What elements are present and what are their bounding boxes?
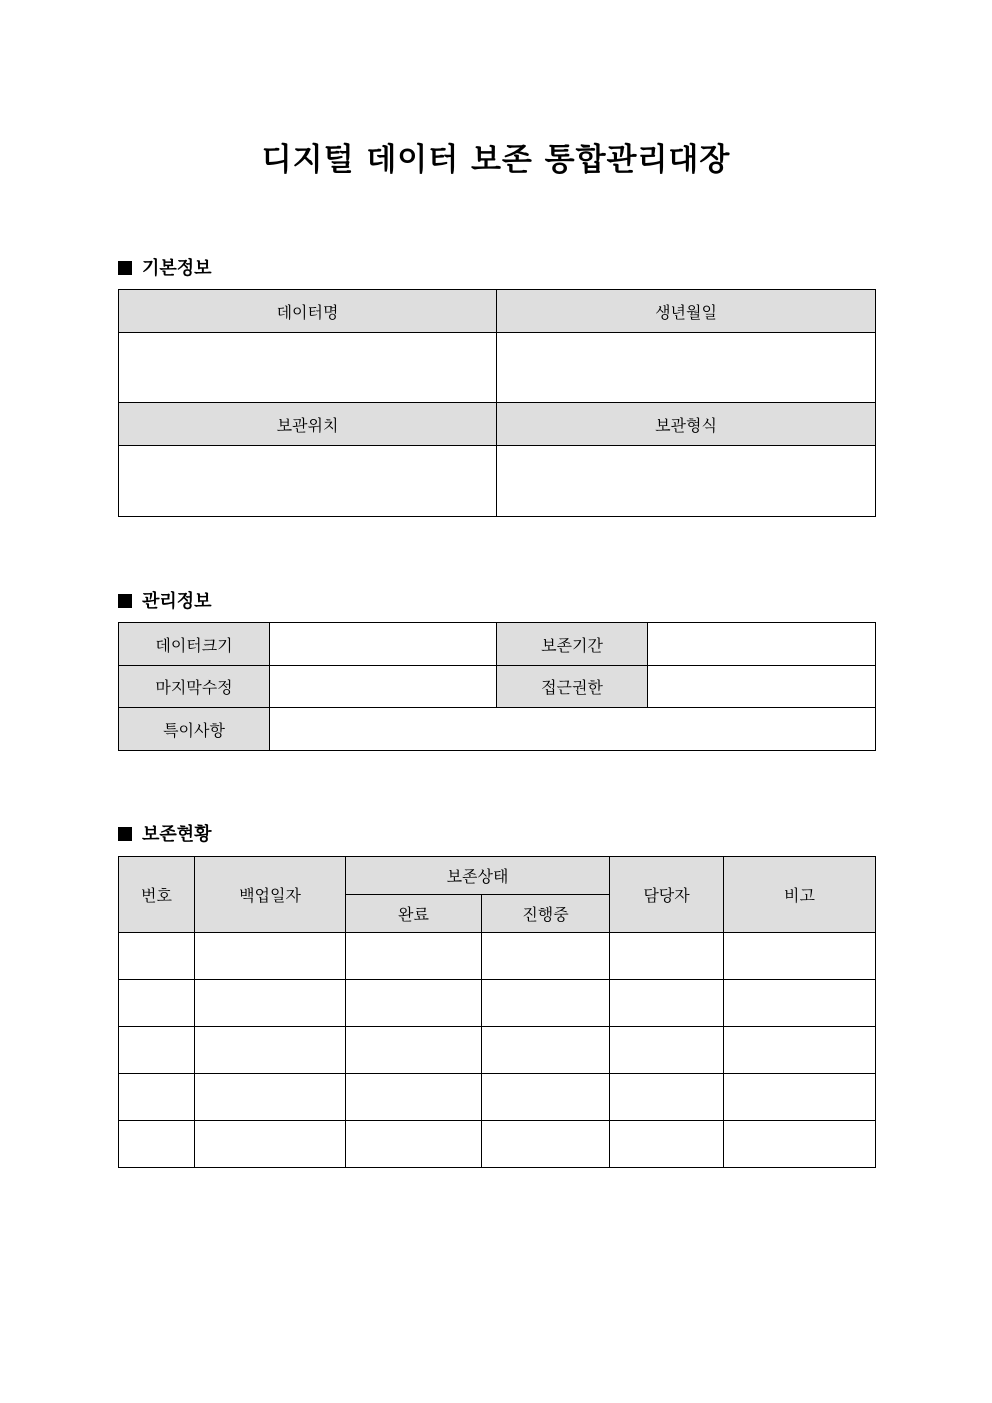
backup-date-cell[interactable] (195, 933, 346, 980)
access-rights-field[interactable] (648, 666, 876, 708)
manager-cell[interactable] (610, 933, 724, 980)
table-row (119, 980, 876, 1027)
completed-cell[interactable] (346, 1121, 482, 1168)
in-progress-cell[interactable] (482, 1121, 610, 1168)
backup-date-cell[interactable] (195, 1074, 346, 1121)
management-info-table (118, 622, 876, 751)
completed-cell[interactable] (346, 1027, 482, 1074)
completed-cell[interactable] (346, 980, 482, 1027)
manager-cell[interactable] (610, 1074, 724, 1121)
remarks-cell[interactable] (724, 1027, 876, 1074)
completed-header: 완료 (346, 895, 482, 933)
square-bullet-icon (118, 261, 132, 275)
number-header: 번호 (119, 857, 195, 933)
completed-cell[interactable] (346, 1074, 482, 1121)
backup-date-cell[interactable] (195, 1121, 346, 1168)
data-size-label: 데이터크기 (119, 623, 270, 666)
backup-date-header: 백업일자 (195, 857, 346, 933)
backup-date-cell[interactable] (195, 1027, 346, 1074)
square-bullet-icon (118, 594, 132, 608)
data-name-field[interactable] (119, 333, 497, 403)
status-header: 보존상태 (346, 857, 610, 895)
storage-format-label: 보관형식 (497, 403, 876, 446)
section-heading-label: 기본정보 (142, 258, 212, 279)
data-size-field[interactable] (270, 623, 497, 666)
section-heading-basic-info (118, 254, 212, 280)
in-progress-cell[interactable] (482, 1027, 610, 1074)
access-rights-label: 접근권한 (497, 666, 648, 708)
data-name-label: 데이터명 (119, 290, 497, 333)
section-heading-preservation-status (118, 820, 212, 846)
in-progress-header: 진행중 (482, 895, 610, 933)
table-row (119, 933, 876, 980)
remarks-header: 비고 (724, 857, 876, 933)
table-row (119, 1027, 876, 1074)
square-bullet-icon (118, 827, 132, 841)
manager-cell[interactable] (610, 1121, 724, 1168)
storage-location-field[interactable] (119, 446, 497, 517)
storage-format-field[interactable] (497, 446, 876, 517)
retention-period-field[interactable] (648, 623, 876, 666)
number-cell[interactable] (119, 1121, 195, 1168)
in-progress-cell[interactable] (482, 1074, 610, 1121)
remarks-cell[interactable] (724, 933, 876, 980)
in-progress-cell[interactable] (482, 980, 610, 1027)
notes-field[interactable] (270, 708, 876, 751)
manager-cell[interactable] (610, 980, 724, 1027)
manager-header: 담당자 (610, 857, 724, 933)
last-modified-label: 마지막수정 (119, 666, 270, 708)
retention-period-label: 보존기간 (497, 623, 648, 666)
table-row (119, 1074, 876, 1121)
section-heading-label: 관리정보 (142, 591, 212, 612)
table-row (119, 1121, 876, 1168)
remarks-cell[interactable] (724, 980, 876, 1027)
preservation-status-table (118, 856, 876, 1168)
in-progress-cell[interactable] (482, 933, 610, 980)
notes-label: 특이사항 (119, 708, 270, 751)
number-cell[interactable] (119, 933, 195, 980)
section-heading-management-info (118, 587, 212, 613)
number-cell[interactable] (119, 980, 195, 1027)
completed-cell[interactable] (346, 933, 482, 980)
backup-date-cell[interactable] (195, 980, 346, 1027)
birth-date-label: 생년월일 (497, 290, 876, 333)
section-heading-label: 보존현황 (142, 824, 212, 845)
storage-location-label: 보관위치 (119, 403, 497, 446)
number-cell[interactable] (119, 1074, 195, 1121)
page-title: 디지털 데이터 보존 통합관리대장 (261, 142, 731, 178)
manager-cell[interactable] (610, 1027, 724, 1074)
remarks-cell[interactable] (724, 1121, 876, 1168)
number-cell[interactable] (119, 1027, 195, 1074)
last-modified-field[interactable] (270, 666, 497, 708)
remarks-cell[interactable] (724, 1074, 876, 1121)
birth-date-field[interactable] (497, 333, 876, 403)
basic-info-table (118, 289, 876, 517)
